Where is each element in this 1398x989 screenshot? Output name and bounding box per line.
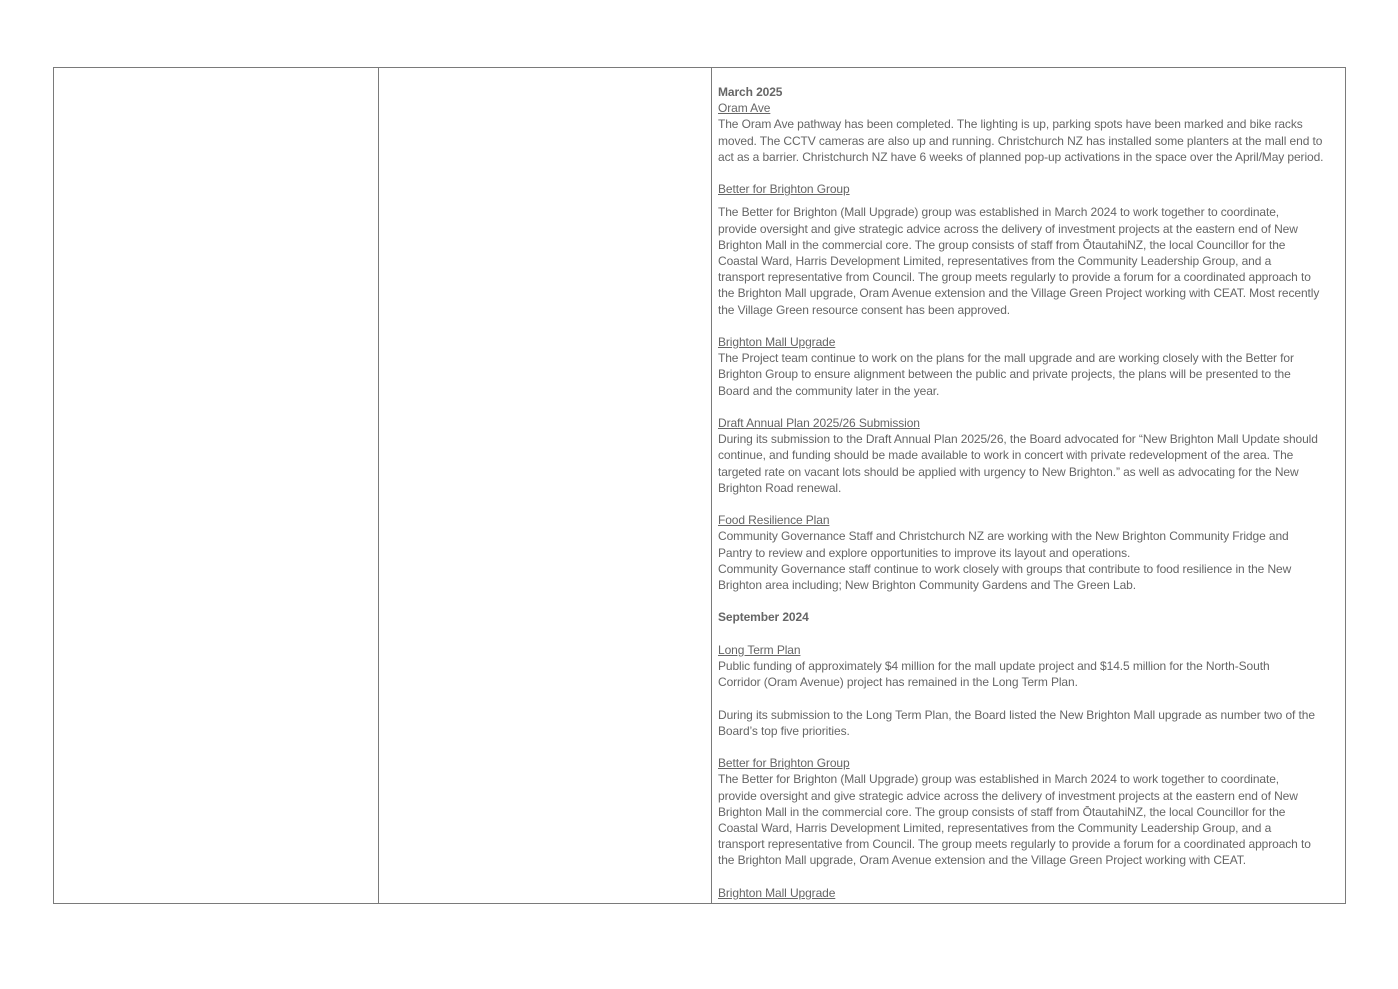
paragraph	[718, 350, 1340, 399]
paragraph-line: Board and the community later in the year.	[718, 383, 940, 398]
topic-heading: Better for Brighton Group	[718, 756, 850, 771]
spacer	[718, 739, 1340, 755]
paragraph-line: Coastal Ward, Harris Development Limited, representatives from the Community Leadership Group, and a	[718, 821, 1272, 836]
paragraph-line: provide oversight and give strategic advice across the delivery of investment projects at the eastern end of New	[718, 221, 1298, 236]
paragraph-line: The Oram Ave pathway has been completed. The lighting is up, parking spots have been marked and bike racks	[718, 117, 1303, 132]
paragraph-line: the Village Green resource consent has been approved.	[718, 302, 1011, 317]
spacer	[718, 626, 1340, 642]
document-table	[53, 67, 1346, 904]
spacer	[718, 318, 1340, 334]
paragraph	[718, 658, 1340, 690]
paragraph-line: provide oversight and give strategic advice across the delivery of investment projects at the eastern end of New	[718, 788, 1298, 803]
paragraph-line: targeted rate on vacant lots should be applied with urgency to New Brighton.” as well as advocating for the New	[718, 464, 1299, 479]
spacer	[718, 593, 1340, 609]
section-date-heading: September 2024	[718, 610, 809, 625]
paragraph-line: the Brighton Mall upgrade, Oram Avenue extension and the Village Green Project working with CEAT.	[718, 853, 1246, 868]
paragraph-line: continue, and funding should be made available to work in concert with private redevelopment of the area. The	[718, 448, 1294, 463]
paragraph-line: Brighton Mall in the commercial core. The group consists of staff from ŌtautahiNZ, the local Councillor for the	[718, 237, 1286, 252]
paragraph	[718, 528, 1340, 593]
paragraph-line: The Better for Brighton (Mall Upgrade) group was established in March 2024 to work together to coordinate,	[718, 772, 1280, 787]
paragraph-line: The Project team continue to work on the plans for the mall upgrade and are working closely with the Better for	[718, 351, 1294, 366]
paragraph-line: Coastal Ward, Harris Development Limited, representatives from the Community Leadership Group, and a	[718, 254, 1272, 269]
paragraph-line: The Better for Brighton (Mall Upgrade) group was established in March 2024 to work together to coordinate,	[718, 205, 1280, 220]
section-date-heading: March 2025	[718, 85, 783, 99]
paragraph-line: Brighton area including; New Brighton Community Gardens and The Green Lab.	[718, 578, 1136, 593]
paragraph	[718, 116, 1340, 165]
paragraph-line: During its submission to the Long Term Plan, the Board listed the New Brighton Mall upgrade as number two of the	[718, 707, 1315, 722]
paragraph	[718, 204, 1340, 317]
paragraph-line: Board’s top five priorities.	[718, 723, 850, 738]
paragraph-line: Brighton Mall in the commercial core. The group consists of staff from ŌtautahiNZ, the local Councillor for the	[718, 804, 1286, 819]
paragraph-line: the Brighton Mall upgrade, Oram Avenue extension and the Village Green Project working with CEAT. Most recently	[718, 286, 1320, 301]
paragraph-line: act as a barrier. Christchurch NZ have 6 weeks of planned pop-up activations in the space over the April/May period.	[718, 149, 1324, 164]
topic-heading: Draft Annual Plan 2025/26 Submission	[718, 416, 920, 431]
column-divider	[711, 68, 712, 903]
paragraph-line: Public funding of approximately $4 million for the mall update project and $14.5 million for the North-South	[718, 659, 1270, 674]
paragraph-line: transport representative from Council. The group meets regularly to provide a forum for a coordinated approach to	[718, 837, 1311, 852]
topic-heading: Long Term Plan	[718, 642, 801, 657]
paragraph-line: During its submission to the Draft Annual Plan 2025/26, the Board advocated for “New Brighton Mall Update should	[718, 432, 1318, 447]
paragraph-line: Brighton Road renewal.	[718, 480, 842, 495]
paragraph	[718, 431, 1340, 496]
topic-heading: Better for Brighton Group	[718, 182, 850, 197]
paragraph-line: Corridor (Oram Avenue) project has remained in the Long Term Plan.	[718, 675, 1078, 690]
spacer	[718, 496, 1340, 512]
paragraph-line: Community Governance staff continue to work closely with groups that contribute to food resilience in the New	[718, 561, 1292, 576]
paragraph	[718, 771, 1340, 868]
topic-heading: Brighton Mall Upgrade	[718, 335, 836, 350]
topic-heading: Food Resilience Plan	[718, 513, 830, 528]
spacer	[718, 165, 1340, 181]
topic-heading: Oram Ave	[718, 101, 771, 116]
updates-cell	[718, 84, 1340, 901]
paragraph-line: transport representative from Council. The group meets regularly to provide a forum for a coordinated approach to	[718, 270, 1311, 285]
spacer	[718, 869, 1340, 885]
topic-heading: Brighton Mall Upgrade	[718, 885, 836, 900]
spacer	[718, 690, 1340, 706]
spacer	[718, 197, 1340, 204]
paragraph-line: Pantry to review and explore opportunities to improve its layout and operations.	[718, 545, 1131, 560]
column-divider	[378, 68, 379, 903]
paragraph-line: Community Governance Staff and Christchurch NZ are working with the New Brighton Community Fridge and	[718, 529, 1289, 544]
paragraph-line: Brighton Group to ensure alignment between the public and private projects, the plans will be presented to the	[718, 367, 1291, 382]
spacer	[718, 399, 1340, 415]
paragraph	[718, 707, 1340, 739]
paragraph-line: moved. The CCTV cameras are also up and running. Christchurch NZ has installed some planters at the mall end to	[718, 133, 1323, 148]
